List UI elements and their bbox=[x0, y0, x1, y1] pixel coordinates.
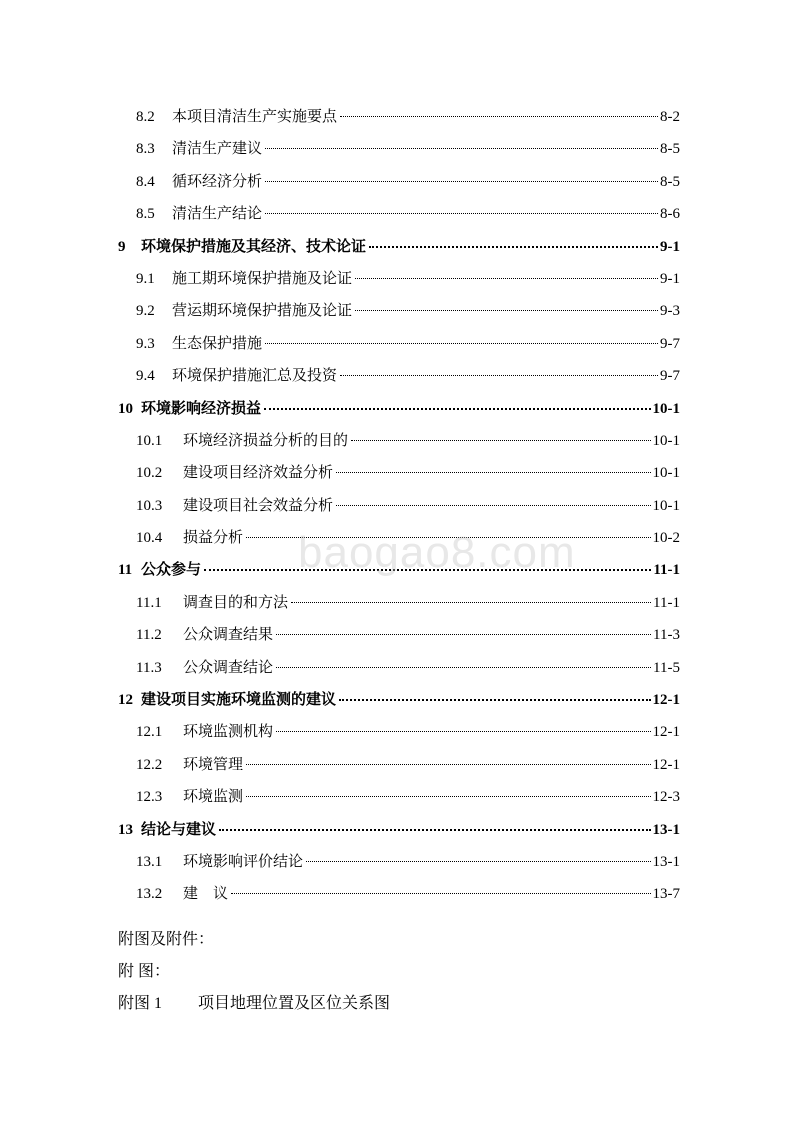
toc-entry-page: 11-1 bbox=[653, 594, 680, 611]
toc-entry-number: 10.4 bbox=[136, 530, 163, 547]
toc-entry-title: 环境影响评价结论 bbox=[183, 853, 304, 870]
toc-dot-leader bbox=[336, 472, 650, 473]
toc-section-entry[interactable] bbox=[118, 171, 680, 203]
toc-entry-number: 8.2 bbox=[136, 109, 155, 125]
watermark: baogao8.com bbox=[298, 528, 576, 577]
toc-entry-title: 结论与建议 bbox=[141, 821, 217, 838]
appendix-figure-number: 附图 1 bbox=[118, 995, 163, 1012]
toc-entry-page: 8-5 bbox=[660, 173, 680, 190]
toc-entry-number: 12 bbox=[118, 692, 133, 709]
toc-dot-leader bbox=[306, 861, 650, 862]
toc-entry-page: 13-7 bbox=[652, 886, 680, 903]
toc-entry-number: 11.3 bbox=[136, 659, 162, 676]
toc-entry-number: 12.2 bbox=[136, 756, 163, 773]
toc-entry-page: 8-5 bbox=[660, 141, 680, 158]
toc-entry-page: 11-3 bbox=[653, 627, 680, 644]
toc-dot-leader bbox=[265, 213, 658, 214]
toc-dot-leader bbox=[355, 310, 658, 311]
toc-entry-title: 清洁生产结论 bbox=[172, 206, 263, 223]
toc-entry-page: 10-2 bbox=[652, 530, 680, 547]
toc-entry-page: 9-1 bbox=[660, 270, 680, 287]
toc-entry-page: 10-1 bbox=[652, 400, 680, 417]
toc-entry-title: 损益分析 bbox=[183, 530, 244, 547]
toc-entry-page: 11-5 bbox=[653, 659, 680, 676]
toc-section-entry[interactable] bbox=[118, 430, 680, 462]
toc-section-entry[interactable] bbox=[118, 883, 680, 915]
toc-entry-page: 13-1 bbox=[652, 821, 680, 838]
toc-entry-page: 8-2 bbox=[660, 109, 680, 125]
table-of-contents bbox=[118, 106, 680, 916]
toc-entry-title: 建设项目经济效益分析 bbox=[183, 465, 334, 482]
toc-entry-page: 12-1 bbox=[652, 692, 680, 709]
toc-chapter-entry[interactable] bbox=[118, 819, 680, 851]
toc-dot-leader bbox=[291, 602, 651, 603]
toc-section-entry[interactable] bbox=[118, 462, 680, 494]
toc-entry-page: 9-1 bbox=[660, 238, 680, 255]
toc-entry-title: 调查目的和方法 bbox=[183, 594, 289, 611]
toc-section-entry[interactable] bbox=[118, 721, 680, 753]
toc-entry-title: 环境经济损益分析的目的 bbox=[183, 432, 349, 449]
toc-entry-number: 9.1 bbox=[136, 270, 155, 287]
toc-entry-page: 8-6 bbox=[660, 206, 680, 223]
toc-dot-leader bbox=[246, 764, 650, 765]
toc-entry-page: 10-1 bbox=[652, 497, 680, 514]
toc-entry-number: 12.1 bbox=[136, 724, 163, 741]
toc-section-entry[interactable] bbox=[118, 657, 680, 689]
toc-dot-leader bbox=[246, 796, 650, 797]
toc-entry-number: 9.4 bbox=[136, 368, 155, 385]
toc-entry-title: 建 议 bbox=[183, 886, 229, 903]
toc-section-entry[interactable] bbox=[118, 138, 680, 170]
toc-dot-leader bbox=[265, 343, 658, 344]
toc-section-entry[interactable] bbox=[118, 300, 680, 332]
appendix-heading: 附图及附件： bbox=[118, 931, 215, 948]
toc-entry-number: 8.5 bbox=[136, 206, 155, 223]
appendix-figure-item bbox=[118, 992, 390, 1024]
toc-entry-title: 公众调查结论 bbox=[183, 659, 274, 676]
toc-entry-title: 施工期环境保护措施及论证 bbox=[172, 270, 353, 287]
toc-section-entry[interactable] bbox=[118, 106, 680, 138]
toc-chapter-entry[interactable] bbox=[118, 559, 680, 591]
toc-dot-leader bbox=[355, 278, 658, 279]
toc-dot-leader bbox=[340, 375, 658, 376]
toc-chapter-entry[interactable] bbox=[118, 398, 680, 430]
appendix-section bbox=[118, 928, 390, 1024]
toc-entry-title: 建设项目实施环境监测的建议 bbox=[141, 692, 337, 709]
toc-entry-number: 13 bbox=[118, 821, 133, 838]
toc-section-entry[interactable] bbox=[118, 365, 680, 397]
appendix-figure-title: 项目地理位置及区位关系图 bbox=[198, 995, 391, 1012]
toc-dot-leader bbox=[351, 440, 650, 441]
toc-section-entry[interactable] bbox=[118, 268, 680, 300]
toc-entry-number: 13.1 bbox=[136, 853, 163, 870]
toc-entry-number: 10.3 bbox=[136, 497, 163, 514]
toc-entry-number: 11.2 bbox=[136, 627, 162, 644]
toc-entry-number: 10 bbox=[118, 400, 133, 417]
toc-entry-page: 9-3 bbox=[660, 303, 680, 320]
toc-entry-number: 13.2 bbox=[136, 886, 163, 903]
toc-entry-page: 9-7 bbox=[660, 368, 680, 385]
toc-entry-page: 10-1 bbox=[652, 465, 680, 482]
toc-entry-number: 9.2 bbox=[136, 303, 155, 320]
toc-entry-title: 清洁生产建议 bbox=[172, 141, 263, 158]
toc-entry-title: 营运期环境保护措施及论证 bbox=[172, 303, 353, 320]
toc-entry-page: 13-1 bbox=[652, 853, 680, 870]
toc-dot-leader bbox=[339, 699, 650, 701]
toc-entry-number: 10.1 bbox=[136, 432, 163, 449]
toc-entry-number: 11.1 bbox=[136, 594, 162, 611]
toc-entry-number: 10.2 bbox=[136, 465, 163, 482]
toc-dot-leader bbox=[276, 667, 651, 668]
toc-entry-title: 本项目清洁生产实施要点 bbox=[172, 109, 338, 125]
toc-section-entry[interactable] bbox=[118, 527, 680, 559]
toc-entry-number: 9.3 bbox=[136, 335, 155, 352]
toc-entry-title: 环境保护措施及其经济、技术论证 bbox=[141, 238, 367, 255]
toc-section-entry[interactable] bbox=[118, 851, 680, 883]
toc-entry-title: 环境监测 bbox=[183, 789, 244, 806]
toc-section-entry[interactable] bbox=[118, 333, 680, 365]
toc-entry-page: 11-1 bbox=[653, 562, 680, 579]
toc-entry-number: 9 bbox=[118, 238, 126, 255]
toc-entry-title: 公众参与 bbox=[141, 562, 202, 579]
toc-entry-page: 9-7 bbox=[660, 335, 680, 352]
toc-section-entry[interactable] bbox=[118, 786, 680, 818]
toc-entry-title: 生态保护措施 bbox=[172, 335, 263, 352]
appendix-subheading: 附 图： bbox=[118, 963, 171, 980]
toc-entry-title: 建设项目社会效益分析 bbox=[183, 497, 334, 514]
toc-entry-title: 环境保护措施汇总及投资 bbox=[172, 368, 338, 385]
toc-entry-number: 8.3 bbox=[136, 141, 155, 158]
toc-entry-page: 12-3 bbox=[652, 789, 680, 806]
toc-entry-title: 公众调查结果 bbox=[183, 627, 274, 644]
toc-chapter-entry[interactable] bbox=[118, 689, 680, 721]
toc-entry-title: 环境管理 bbox=[183, 756, 244, 773]
toc-dot-leader bbox=[204, 569, 651, 571]
toc-section-entry[interactable] bbox=[118, 592, 680, 624]
toc-entry-page: 12-1 bbox=[652, 724, 680, 741]
toc-entry-page: 10-1 bbox=[652, 432, 680, 449]
toc-section-entry[interactable] bbox=[118, 624, 680, 656]
toc-section-entry[interactable] bbox=[118, 754, 680, 786]
toc-dot-leader bbox=[336, 505, 650, 506]
toc-chapter-entry[interactable] bbox=[118, 236, 680, 268]
toc-section-entry[interactable] bbox=[118, 495, 680, 527]
toc-entry-title: 循环经济分析 bbox=[172, 173, 263, 190]
toc-entry-number: 8.4 bbox=[136, 173, 155, 190]
toc-dot-leader bbox=[340, 116, 658, 117]
toc-entry-title: 环境影响经济损益 bbox=[141, 400, 262, 417]
toc-entry-number: 12.3 bbox=[136, 789, 163, 806]
toc-dot-leader bbox=[265, 181, 658, 182]
toc-dot-leader bbox=[276, 634, 651, 635]
toc-entry-page: 12-1 bbox=[652, 756, 680, 773]
toc-dot-leader bbox=[246, 537, 650, 538]
toc-dot-leader bbox=[231, 893, 650, 894]
toc-dot-leader bbox=[264, 408, 650, 410]
toc-entry-title: 环境监测机构 bbox=[183, 724, 274, 741]
toc-dot-leader bbox=[219, 829, 650, 831]
toc-section-entry[interactable] bbox=[118, 203, 680, 235]
toc-entry-number: 11 bbox=[118, 562, 133, 579]
toc-dot-leader bbox=[276, 731, 650, 732]
toc-dot-leader bbox=[369, 246, 658, 248]
toc-dot-leader bbox=[265, 148, 658, 149]
